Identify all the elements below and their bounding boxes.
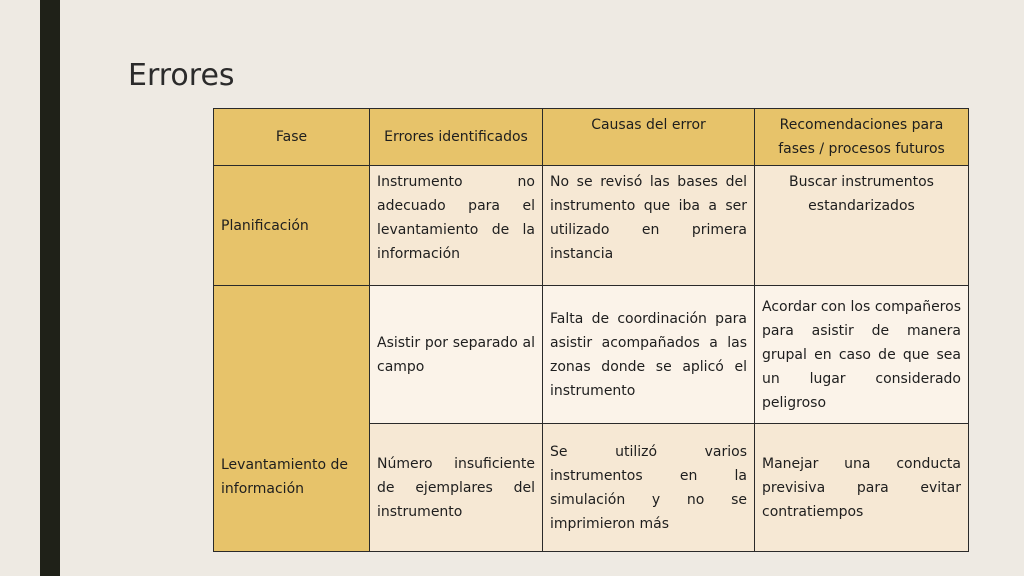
errors-table xyxy=(213,108,969,552)
table-row xyxy=(214,166,969,286)
recommendation-cell: Buscar instrumentos estandarizados xyxy=(755,166,969,286)
error-cell: Número insuficiente de ejemplares del instrumento xyxy=(370,424,543,552)
table-header-row xyxy=(214,109,969,166)
header-errores: Errores identificados xyxy=(370,109,543,166)
slide-title: Errores xyxy=(128,58,235,93)
cause-cell: No se revisó las bases del instrumento que iba a ser utilizado en primera instancia xyxy=(543,166,755,286)
recommendation-cell: Manejar una conducta previsiva para evitar contratiempos xyxy=(755,424,969,552)
error-cell: Asistir por separado al campo xyxy=(370,286,543,424)
table-row xyxy=(214,286,969,424)
header-fase: Fase xyxy=(214,109,370,166)
cause-cell: Se utilizó varios instrumentos en la simulación y no se imprimieron más xyxy=(543,424,755,552)
error-cell: Instrumento no adecuado para el levantamiento de la información xyxy=(370,166,543,286)
decorative-side-bar xyxy=(40,0,60,576)
phase-cell: Levantamiento de información xyxy=(214,286,370,552)
recommendation-cell: Acordar con los compañeros para asistir de manera grupal en caso de que sea un lugar considerado peligroso xyxy=(755,286,969,424)
phase-cell: Planificación xyxy=(214,166,370,286)
header-recomendaciones: Recomendaciones para fases / procesos futuros xyxy=(755,109,969,166)
cause-cell: Falta de coordinación para asistir acompañados a las zonas donde se aplicó el instrumento xyxy=(543,286,755,424)
header-causas: Causas del error xyxy=(543,109,755,166)
